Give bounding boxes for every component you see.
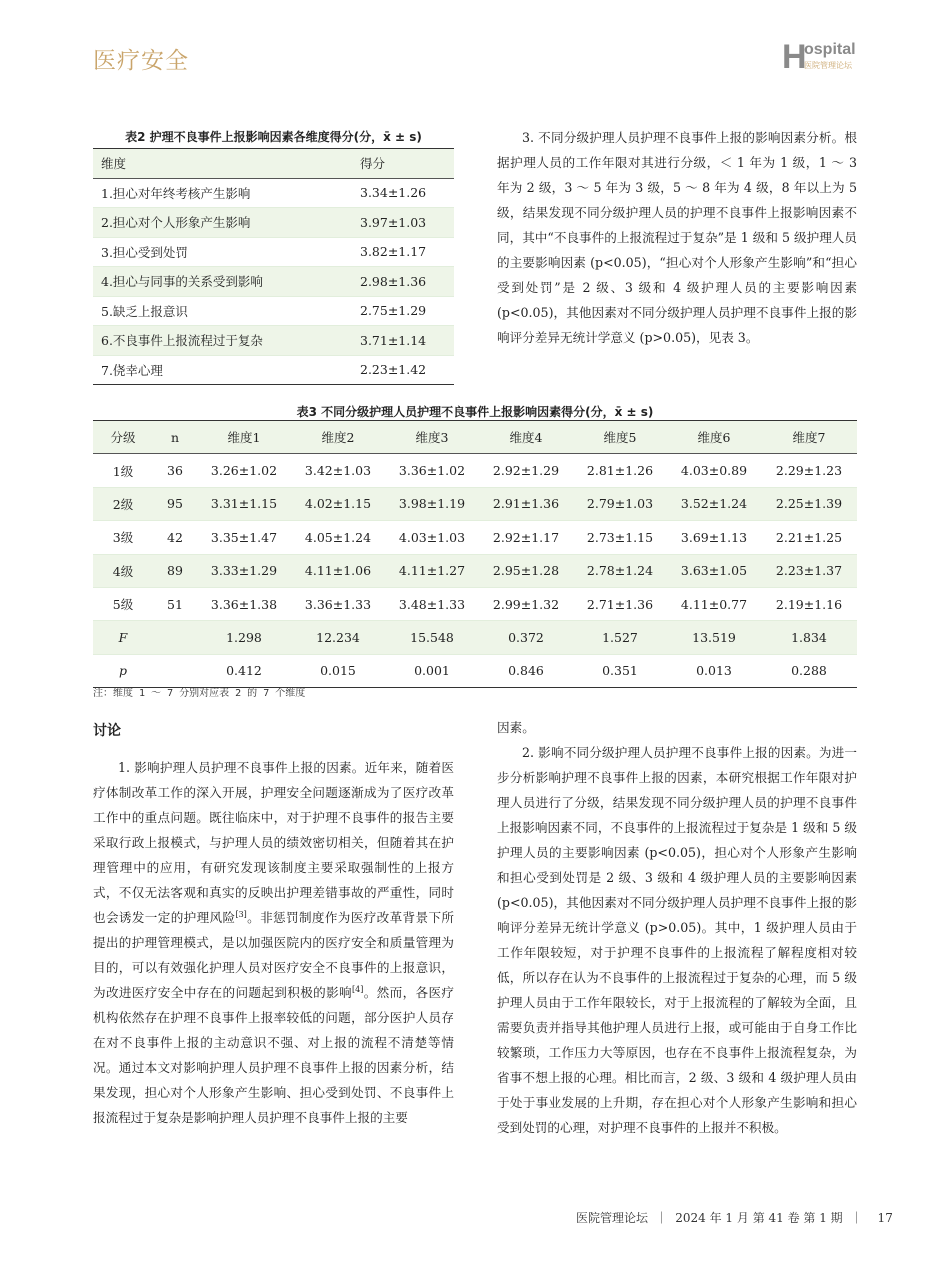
table3-cell: 3.42±1.03	[304, 463, 372, 479]
table3-cell	[153, 654, 197, 687]
table-row	[93, 587, 857, 620]
table3-cell: 89	[153, 554, 197, 587]
table2-cell: 3.34±1.26	[360, 185, 427, 201]
table3-note: 注：维度 1 ～ 7 分别对应表 2 的 7 个维度	[93, 688, 306, 699]
table3-cell: 0.001	[414, 663, 450, 679]
table3-cell: 3.69±1.13	[680, 529, 748, 545]
discussion-paragraph-1	[93, 755, 454, 1130]
table3-cell: 4.11±0.77	[680, 596, 748, 612]
results-paragraph-3	[497, 125, 857, 350]
discussion-heading: 讨论	[93, 723, 121, 739]
table-row	[93, 296, 454, 326]
table3-cell: 2.81±1.26	[586, 463, 654, 479]
table-row	[93, 267, 454, 297]
table3-header-row	[93, 421, 857, 454]
table3-cell: 1级	[112, 463, 134, 479]
table3-cell: 3.52±1.24	[667, 487, 761, 520]
table2-cell: 3.82±1.17	[360, 244, 427, 260]
table3-cell: 4.05±1.24	[304, 529, 372, 545]
table3-cell: 4.03±0.89	[680, 463, 748, 479]
table3-cell: 3.98±1.19	[385, 487, 479, 520]
table-row	[93, 487, 857, 520]
table3-cell: 2.23±1.37	[761, 554, 857, 587]
table2-cell: 2.担心对个人形象产生影响	[93, 208, 354, 238]
table3-cell: 2.71±1.36	[586, 596, 654, 612]
table3-header: 维度1	[197, 421, 291, 454]
table3-cell: 2.21±1.25	[775, 529, 843, 545]
logo-letter: H	[782, 38, 807, 76]
discussion-continuation: 因素。	[497, 720, 535, 735]
table2-cell: 3.97±1.03	[354, 208, 454, 238]
table3-cell: 0.412	[226, 663, 262, 679]
table3-cell: 1.834	[761, 621, 857, 654]
table3-cell: 3.26±1.02	[210, 463, 278, 479]
table3-cell: 1.527	[573, 621, 667, 654]
table3-cell: 2.92±1.17	[492, 529, 560, 545]
table-row	[93, 178, 454, 208]
section-title: 医疗安全	[93, 48, 189, 74]
table3-cell: 36	[167, 463, 183, 479]
table3-cell: 3.31±1.15	[197, 487, 291, 520]
table3-cell: 1.298	[197, 621, 291, 654]
table3-cell: 4.02±1.15	[291, 487, 385, 520]
table3-cell: 2.25±1.39	[761, 487, 857, 520]
table2-cell: 2.75±1.29	[360, 303, 427, 319]
table-row	[93, 621, 857, 654]
table3-cell: 0.288	[791, 663, 827, 679]
table-row	[93, 208, 454, 238]
table3-cell: 4.03±1.03	[398, 529, 466, 545]
table2-cell: 3.担心受到处罚	[101, 244, 188, 260]
table3-cell: 3.36±1.02	[398, 463, 466, 479]
table3-cell: 0.846	[508, 663, 544, 679]
table2-caption: 表2 护理不良事件上报影响因素各维度得分(分，x̄ ± s)	[125, 130, 422, 144]
table3-cell: 0.015	[320, 663, 356, 679]
journal-logo	[782, 40, 862, 74]
table2-cell: 2.98±1.36	[354, 267, 454, 297]
table3-caption: 表3 不同分级护理人员护理不良事件上报影响因素得分(分，x̄ ± s)	[296, 405, 654, 419]
table2-header-score: 得分	[354, 149, 454, 179]
logo-subtitle: 医院管理论坛	[804, 61, 852, 70]
table3-cell: 13.519	[667, 621, 761, 654]
table-row	[93, 521, 857, 554]
table2-header-row	[93, 149, 454, 179]
table3-cell: 3.36±1.38	[210, 596, 278, 612]
table3-header: 分级	[93, 421, 153, 454]
table3-cell: 42	[167, 529, 183, 545]
table3-cell: 2级	[93, 487, 153, 520]
table3-cell: 2.78±1.24	[573, 554, 667, 587]
table3-header: 维度2	[291, 421, 385, 454]
table3-cell: 3.33±1.29	[197, 554, 291, 587]
table3-cell: 2.29±1.23	[775, 463, 843, 479]
table3-cell: 3.63±1.05	[667, 554, 761, 587]
logo-word: ospital	[804, 41, 856, 58]
table2	[93, 148, 454, 385]
table2-cell: 3.71±1.14	[354, 326, 454, 356]
table3-cell: 0.013	[696, 663, 732, 679]
table3-cell: 12.234	[291, 621, 385, 654]
table3-cell: 2.99±1.32	[492, 596, 560, 612]
table-row	[93, 355, 454, 385]
table3-cell: p	[118, 663, 127, 679]
table3-cell: 15.548	[385, 621, 479, 654]
table3-header: 维度5	[573, 421, 667, 454]
table3-cell: 2.19±1.16	[775, 596, 843, 612]
table3-cell: 2.79±1.03	[573, 487, 667, 520]
table-row	[93, 326, 454, 356]
table3-cell: 3.36±1.33	[304, 596, 372, 612]
table2-header-dimension: 维度	[93, 149, 354, 179]
table3-header: 维度4	[479, 421, 573, 454]
table2-cell: 4.担心与同事的关系受到影响	[93, 267, 354, 297]
table3-cell: 2.91±1.36	[479, 487, 573, 520]
table3-cell: 0.351	[602, 663, 638, 679]
table3-header: 维度6	[667, 421, 761, 454]
table3-header: 维度3	[385, 421, 479, 454]
table3-header: 维度7	[761, 421, 857, 454]
table3-cell: 0.372	[479, 621, 573, 654]
table2-cell: 5.缺乏上报意识	[101, 303, 188, 319]
table-row	[93, 554, 857, 587]
table2-cell: 7.侥幸心理	[101, 362, 163, 378]
table3-cell: 2.95±1.28	[479, 554, 573, 587]
table-row	[93, 237, 454, 267]
table2-cell: 1.担心对年终考核产生影响	[101, 185, 251, 201]
page-footer: 医院管理论坛 ｜ 2024 年 1 月 第 41 卷 第 1 期 ｜ 17	[576, 1211, 893, 1225]
discussion-paragraph-1-text: 1. 影响护理人员护理不良事件上报的因素。近年来，随着医疗体制改革工作的深入开展，护理安全问题逐渐成为了医疗改革工作中的重点问题。既往临床中，对于护理不良事件的报告主要采取行政上报模式，与护理人员的绩效密切相关，但随着其在护理管理中的应用，有研究发现该制度主要采取强制性的上报方式，不仅无法客观和真实的反映出护理差错事故的严重性，同时也会诱发一定的护理风险[3]。非惩罚制度作为医疗改革背景下所提出的护理管理模式，是以加强医院内的医疗安全和质量管理为目的，可以有效强化护理人员对医疗安全不良事件的上报意识，为改进医疗安全中存在的问题起到积极的影响[4]。然而，各医疗机构依然存在护理不良事件上报率较低的问题，部分医护人员存在对不良事件上报的主动意识不强、对上报的流程不清楚等情况。通过本文对影响护理人员护理不良事件上报的因素分析，结果发现，担心对个人形象产生影响、担心受到处罚、不良事件上报流程过于复杂是影响护理人员护理不良事件上报的主要	[93, 760, 455, 1125]
results-paragraph-3-text: 3. 不同分级护理人员护理不良事件上报的影响因素分析。根据护理人员的工作年限对其进行分级，＜ 1 年为 1 级，1 ～ 3 年为 2 级，3 ～ 5 年为 3 级，5 ～ 8 年为 4 级，8 年以上为 5 级，结果发现不同分级护理人员的护理不良事件上报影响因素不同，其中“不良事件的上报流程过于复杂”是 1 级和 5 级护理人员的主要影响因素 (p<0.05)，“担心对个人形象产生影响”和“担心受到处罚”是 2 级、3 级和 4 级护理人员的主要影响因素 (p<0.05)，其他因素对不同分级护理人员护理不良事件上报的影响评分差异无统计学意义 (p>0.05)，见表 3。	[497, 130, 857, 345]
table-row	[93, 654, 857, 687]
table3-cell: 2.92±1.29	[492, 463, 560, 479]
table3-cell: 4级	[93, 554, 153, 587]
table3-cell	[153, 621, 197, 654]
table3-cell: 3.48±1.33	[398, 596, 466, 612]
table3-cell: 2.73±1.15	[586, 529, 654, 545]
table3-cell: 4.11±1.27	[385, 554, 479, 587]
table3	[93, 420, 857, 688]
table3-cell: 3级	[112, 530, 134, 546]
table3-cell: F	[93, 621, 153, 654]
discussion-paragraph-2-text: 2. 影响不同分级护理人员护理不良事件上报的因素。为进一步分析影响护理不良事件上报的因素，本研究根据工作年限对护理人员进行了分级，结果发现不同分级护理人员的护理不良事件上报影响因素不同，不良事件的上报流程过于复杂是 1 级和 5 级护理人员的主要影响因素 (p<0.05)，担心对个人形象产生影响和担心受到处罚是 2 级、3 级和 4 级护理人员的主要影响因素 (p<0.05)，其他因素对不同分级护理人员护理不良事件上报的影响评分差异无统计学意义 (p>0.05)。其中，1 级护理人员由于工作年限较短，对于护理不良事件的上报流程了解程度相对较低，所以存在认为不良事件的上报流程过于复杂的心理，而 5 级护理人员由于工作年限较长，对于上报流程的了解较为全面，且需要负责并指导其他护理人员进行上报，或可能由于自身工作比较繁琐，工作压力大等原因，也存在不良事件上报流程复杂，为省事不想上报的心理。相比而言，2 级、3 级和 4 级护理人员由于处于事业发展的上升期，存在担心对个人形象产生影响和担心受到处罚的心理，对护理不良事件的上报并不积极。	[497, 745, 857, 1135]
table3-cell: 51	[167, 596, 183, 612]
table2-cell: 2.23±1.42	[360, 362, 427, 378]
discussion-paragraph-2	[497, 740, 857, 1140]
table3-cell: 5级	[112, 597, 134, 613]
table3-cell: 95	[153, 487, 197, 520]
table-row	[93, 454, 857, 487]
table3-cell: 4.11±1.06	[291, 554, 385, 587]
table2-cell: 6.不良事件上报流程过于复杂	[93, 326, 354, 356]
table3-header: n	[153, 421, 197, 454]
table3-cell: 3.35±1.47	[210, 529, 278, 545]
